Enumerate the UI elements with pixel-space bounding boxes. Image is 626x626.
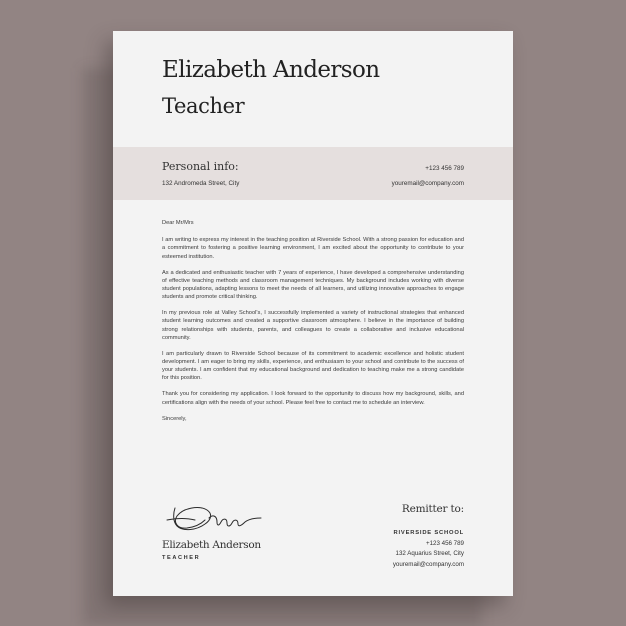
letter-closing: Sincerely, — [162, 415, 187, 422]
cover-letter-page — [113, 31, 513, 596]
handwritten-signature — [161, 496, 265, 536]
letter-paragraph: I am particularly drawn to Riverside School because of its commitment to academic excellence and holistic student development. I am eager to bring my skills, experience, and enthusiasm to your school and contribute to the success of your students. I am confident that my educational background and dedication to teaching make me a strong candidate for this position. — [162, 350, 464, 382]
personal-info-title: Personal info: — [162, 160, 239, 173]
remitter-block — [393, 503, 464, 570]
signature-name: Elizabeth Anderson — [162, 539, 261, 551]
letter-body — [162, 219, 464, 431]
letter-paragraph: In my previous role at Valley School's, I successfully implemented a variety of instructional strategies that enhanced student learning outcomes and created a supportive classroom atmosphere. I believe in the importance of building strong relationships with students, parents, and colleagues to create a collaborative and inclusive educational community. — [162, 310, 464, 341]
remitter-email: youremail@company.com — [392, 560, 464, 568]
letter-paragraph: I am writing to express my interest in the teaching position at Riverside School. With a strong passion for education and a commitment to fostering a positive learning environment, I am excited about the opportunity to contribute to your esteemed institution. — [162, 237, 464, 260]
letter-paragraph: As a dedicated and enthusiastic teacher with 7 years of experience, I have developed a comprehensive understanding of effective teaching methods and classroom management techniques. My background includes working with diverse student populations, adapting lessons to meet the needs of all learners, and utilizing innovative approaches to engage students and promote critical thinking. — [162, 269, 464, 301]
signature-role: TEACHER — [162, 555, 201, 561]
personal-info-band — [113, 147, 513, 200]
remitter-title: Remitter to: — [401, 503, 464, 515]
letter-paragraph: Thank you for considering my application. I look forward to the opportunity to discuss how my background, skills, and certifications align with the needs of your school. Please feel free to contact me to schedule an interview. — [162, 391, 464, 406]
applicant-name: Elizabeth Anderson — [162, 57, 380, 83]
applicant-role: Teacher — [162, 94, 245, 118]
personal-info-phone: +123 456 789 — [425, 165, 464, 172]
personal-info-email: youremail@company.com — [391, 180, 464, 187]
personal-info-address: 132 Andromeda Street, City — [162, 180, 240, 187]
remitter-organization: RIVERSIDE SCHOOL — [393, 530, 464, 536]
remitter-address: 132 Aquarius Street, City — [395, 550, 464, 557]
letter-greeting: Dear Mr/Mrs — [162, 220, 194, 226]
remitter-phone: +123 456 789 — [425, 539, 464, 547]
